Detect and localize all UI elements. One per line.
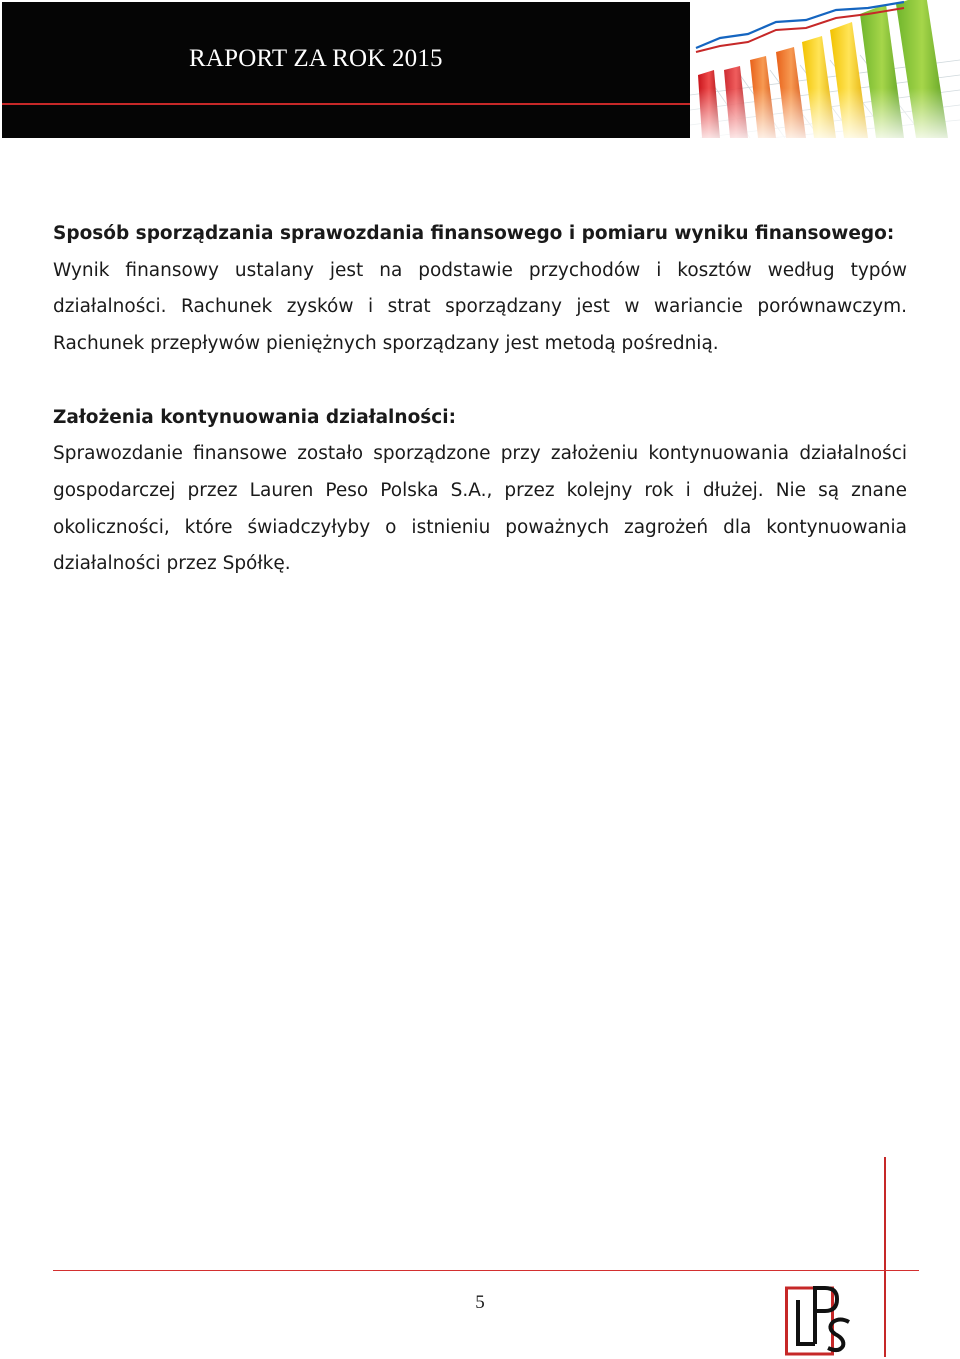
footer-rule — [53, 1270, 919, 1271]
report-title: RAPORT ZA ROK 2015 — [189, 45, 443, 72]
header-bar-chart-graphic — [690, 0, 960, 138]
company-logo — [785, 1284, 855, 1356]
footer-vertical-rule — [884, 1157, 886, 1357]
page-number: 5 — [475, 1292, 485, 1313]
section-heading: Założenia kontynuowania działalności: — [53, 406, 456, 428]
document-body — [53, 216, 907, 583]
section-paragraph: Sprawozdanie finansowe zostało sporządzone przy założeniu kontynuowania działalności gospodarczej przez Lauren Peso Polska S.A., przez kolejny rok i dłużej. Nie są znane okoliczności, które świadczyłyby o istnieniu poważnych zagrożeń dla kontynuowania działalności przez Spółkę. — [53, 443, 907, 575]
header-red-rule — [2, 103, 690, 105]
section-going-concern — [53, 400, 907, 584]
section-paragraph: Wynik finansowy ustalany jest na podstawie przychodów i kosztów według typów działalności. Rachunek zysków i strat sporządzany jest w wariancie porównawczym. Rachunek przepływów pieniężnych sporządzany jest metodą pośrednią. — [53, 259, 907, 355]
header-bar — [2, 2, 690, 138]
section-heading: Sposób sporządzania sprawozdania finansowego i pomiaru wyniku finansowego: — [53, 223, 895, 244]
section-reporting-method — [53, 216, 907, 363]
